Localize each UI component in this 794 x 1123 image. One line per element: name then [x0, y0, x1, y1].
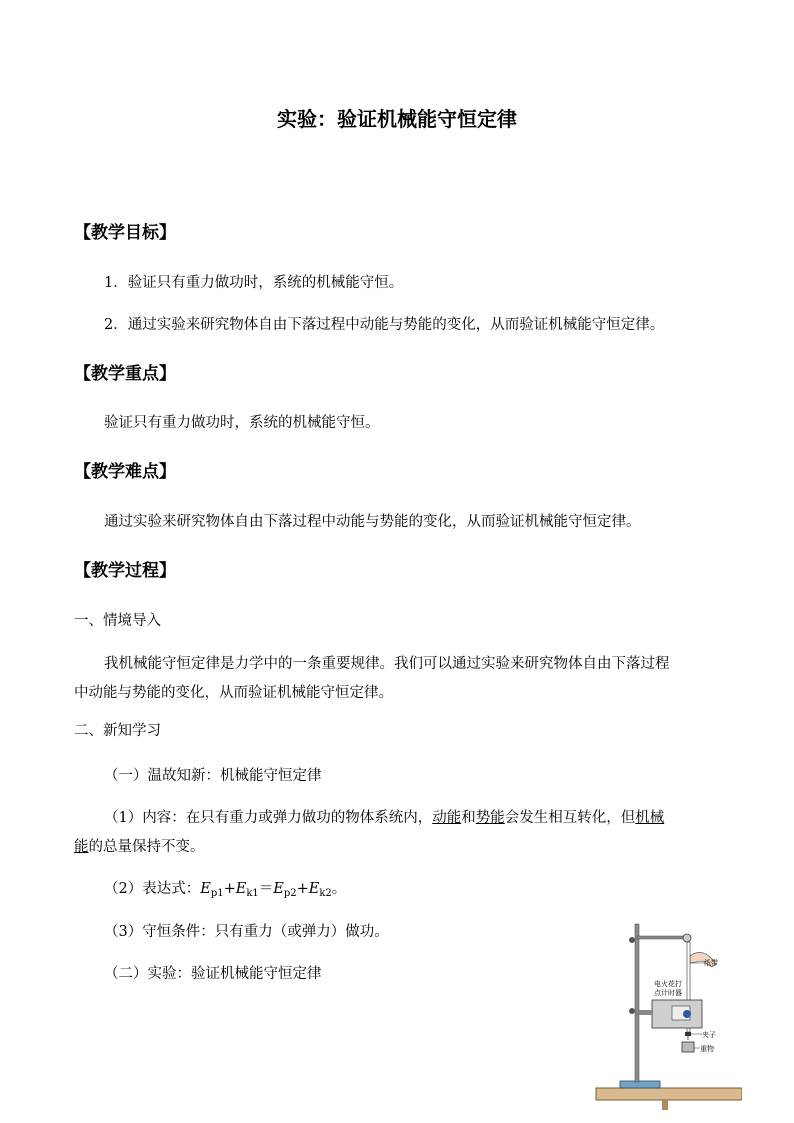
intro-line-2: 中动能与势能的变化，从而验证机械能守恒定律。: [74, 685, 393, 701]
plus-2: +: [296, 881, 309, 897]
difficulties-heading: 【教学难点】: [74, 462, 176, 482]
content-prefix: （1）内容：在只有重力或弹力做功的物体系统内，: [104, 810, 433, 826]
sub-k1: k1: [246, 888, 259, 899]
table-leg: [662, 1100, 668, 1110]
new-learning-heading: 二、新知学习: [74, 723, 161, 739]
term-mechanical-a: 机械: [635, 810, 665, 826]
difficulties-text: 通过实验来研究物体自由下落过程中动能与势能的变化，从而验证机械能守恒定律。: [104, 514, 641, 530]
clamp-knob-top: [629, 937, 635, 943]
term-kinetic: 动能: [432, 810, 462, 826]
symbol-e: E: [235, 881, 247, 897]
sub-p2: p2: [283, 888, 297, 899]
term-mechanical-b: 能: [74, 839, 89, 855]
content-line-2: [74, 837, 205, 857]
intro-heading: 一、情境导入: [74, 613, 161, 629]
content-suffix: 的总量保持不变。: [88, 839, 205, 855]
process-heading: 【教学过程】: [74, 561, 176, 581]
content-mid: 会发生相互转化，但: [504, 810, 636, 826]
symbol-e: E: [273, 881, 284, 897]
experiment-heading: （二）实验：验证机械能守恒定律: [104, 966, 322, 982]
weight: [682, 1042, 694, 1052]
sub-k2: k2: [319, 888, 332, 899]
stand-base: [620, 1081, 660, 1088]
term-potential: 势能: [475, 810, 505, 826]
page-title: 实验：验证机械能守恒定律: [277, 107, 517, 131]
pulley: [683, 934, 691, 942]
table-top: [596, 1088, 742, 1100]
symbol-e: E: [200, 881, 211, 897]
expression-line: [104, 879, 346, 904]
apparatus-figure: [592, 918, 742, 1110]
condition-text: （3）守恒条件：只有重力（或弹力）做功。: [104, 924, 389, 940]
content-and: 和: [461, 810, 476, 826]
symbol-e: E: [308, 881, 320, 897]
stand-arm: [637, 936, 687, 939]
intro-line-1: 我机械能守恒定律是力学中的一条重要规律。我们可以通过实验来研究物体自由下落过程: [104, 656, 670, 672]
key-points-heading: 【教学重点】: [74, 364, 176, 384]
content-line-1: [104, 808, 664, 828]
timer-clamp: [639, 1010, 653, 1015]
equals: ＝: [258, 881, 274, 897]
clamp-knob-middle: [629, 1008, 635, 1014]
key-points-text: 验证只有重力做功时，系统的机械能守恒。: [104, 415, 380, 431]
goal-item-1: 1．验证只有重力做功时，系统的机械能守恒。: [104, 275, 404, 291]
goals-heading: 【教学目标】: [74, 223, 176, 243]
label-timer-line-2: 点计时器: [654, 989, 682, 997]
label-tape: 纸带: [704, 959, 718, 967]
expression-prefix: （2）表达式：: [104, 881, 201, 897]
timer-disc: [683, 1010, 691, 1018]
plus-1: +: [223, 881, 236, 897]
goal-item-2: 2．通过实验来研究物体自由下落过程中动能与势能的变化，从而验证机械能守恒定律。: [104, 317, 665, 333]
sub-p1: p1: [210, 888, 224, 899]
label-clip: 夹子: [702, 1031, 716, 1039]
label-timer-line-1: 电火花打: [654, 980, 682, 988]
expression-end: 。: [331, 881, 347, 897]
label-weight: 重物: [700, 1045, 714, 1053]
stand-rod: [635, 924, 639, 1082]
review-heading: （一）温故知新：机械能守恒定律: [104, 768, 322, 784]
